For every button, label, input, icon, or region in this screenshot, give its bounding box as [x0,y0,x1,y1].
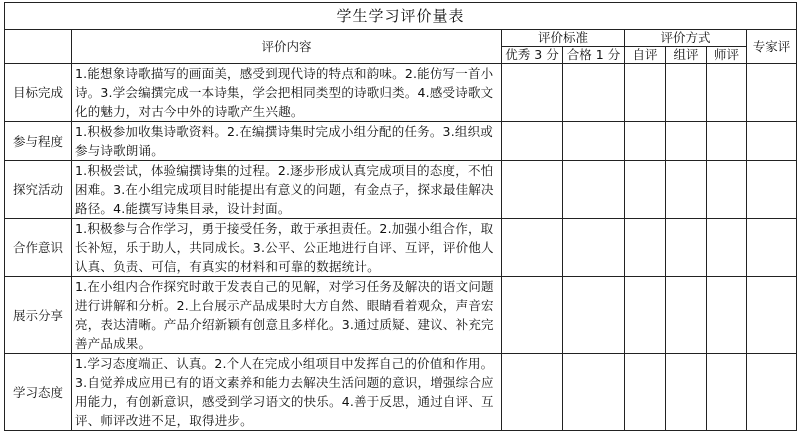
score-cell-group[interactable] [666,122,707,161]
score-cell-excellent[interactable] [502,161,563,219]
header-self: 自评 [625,47,666,64]
table-row [5,122,797,161]
score-cell-teacher[interactable] [707,219,747,277]
score-cell-pass[interactable] [563,161,625,219]
score-cell-excellent[interactable] [502,122,563,161]
dimension-label: 展示分享 [5,277,72,354]
score-cell-pass[interactable] [563,354,625,431]
dimension-label: 合作意识 [5,219,72,277]
dimension-label: 参与程度 [5,122,72,161]
score-cell-teacher[interactable] [707,161,747,219]
score-cell-excellent[interactable] [502,219,563,277]
score-cell-teacher[interactable] [707,122,747,161]
score-cell-self[interactable] [625,64,666,122]
score-cell-pass[interactable] [563,122,625,161]
score-cell-excellent[interactable] [502,354,563,431]
header-teacher: 师评 [707,47,747,64]
score-cell-expert[interactable] [747,277,797,354]
header-group: 组评 [666,47,707,64]
table-row [5,277,797,354]
score-cell-pass[interactable] [563,64,625,122]
table-row [5,219,797,277]
header-excellent: 优秀 3 分 [502,47,563,64]
score-cell-expert[interactable] [747,219,797,277]
content-cell: 1.积极参与合作学习，勇于接受任务，敢于承担责任。2.加强小组合作，取长补短，乐于助人，共同成长。3.公平、公正地进行自评、互评，评价他人认真、负责、可信，有真实的材料和可靠的数据统计。 [72,219,502,277]
score-cell-self[interactable] [625,122,666,161]
content-cell: 1.积极尝试，体验编撰诗集的过程。2.逐步形成认真完成项目的态度，不怕困难。3.在小组完成项目时能提出有意义的问题，有金点子，探求最佳解决路径。4.能撰写诗集目录，设计封面。 [72,161,502,219]
score-cell-expert[interactable] [747,122,797,161]
score-cell-teacher[interactable] [707,354,747,431]
content-cell: 1.能想象诗歌描写的画面美，感受到现代诗的特点和韵味。2.能仿写一首小诗。3.学会编撰完成一本诗集，学会把相同类型的诗歌归类。4.感受诗歌文化的魅力，对古今中外的诗歌产生兴趣。 [72,64,502,122]
score-cell-self[interactable] [625,161,666,219]
table-row [5,161,797,219]
score-cell-group[interactable] [666,354,707,431]
header-blank-cell [5,30,72,64]
score-cell-excellent[interactable] [502,64,563,122]
header-method: 评价方式 [625,30,747,47]
score-cell-expert[interactable] [747,161,797,219]
score-cell-group[interactable] [666,64,707,122]
dimension-label: 学习态度 [5,354,72,431]
table-title: 学生学习评价量表 [5,3,797,30]
score-cell-pass[interactable] [563,277,625,354]
score-cell-group[interactable] [666,277,707,354]
score-cell-group[interactable] [666,219,707,277]
content-cell: 1.在小组内合作探究时敢于发表自己的见解，对学习任务及解决的语文问题进行讲解和分析。2.上台展示产品成果时大方自然、眼睛看着观众，声音宏亮，表达清晰。产品介绍新颖有创意且多样化。3.通过质疑、建议、补充完善产品成果。 [72,277,502,354]
score-cell-teacher[interactable] [707,277,747,354]
score-cell-group[interactable] [666,161,707,219]
content-cell: 1.积极参加收集诗歌资料。2.在编撰诗集时完成小组分配的任务。3.组织或参与诗歌朗诵。 [72,122,502,161]
evaluation-rubric-table [4,2,797,431]
header-pass: 合格 1 分 [563,47,625,64]
score-cell-expert[interactable] [747,354,797,431]
content-cell: 1.学习态度端正、认真。2.个人在完成小组项目中发挥自己的价值和作用。3.自觉养成应用已有的语文素养和能力去解决生活问题的意识，增强综合应用能力，有创新意识，感受到学习语文的快乐。4.善于反思，通过自评、互评、师评改进不足，取得进步。 [72,354,502,431]
score-cell-self[interactable] [625,219,666,277]
score-cell-teacher[interactable] [707,64,747,122]
header-standard: 评价标准 [502,30,625,47]
dimension-label: 目标完成 [5,64,72,122]
dimension-label: 探究活动 [5,161,72,219]
header-content: 评价内容 [72,30,502,64]
table-row [5,354,797,431]
score-cell-self[interactable] [625,354,666,431]
score-cell-expert[interactable] [747,64,797,122]
table-row [5,64,797,122]
score-cell-excellent[interactable] [502,277,563,354]
score-cell-self[interactable] [625,277,666,354]
header-expert: 专家评 [747,30,797,64]
score-cell-pass[interactable] [563,219,625,277]
